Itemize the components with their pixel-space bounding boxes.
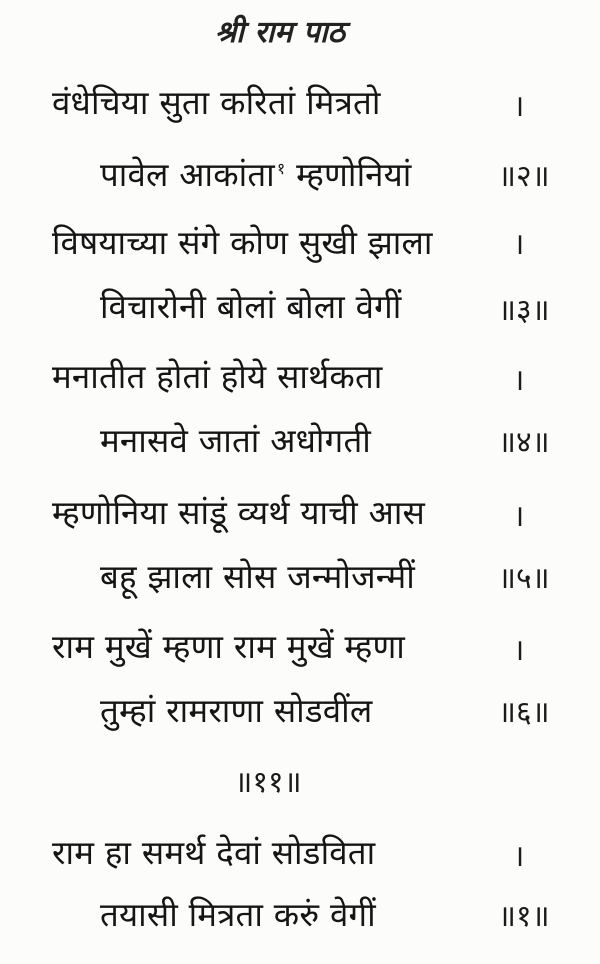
stanza-2-danda: । [513,227,525,262]
stanza-2-line-2: विचारोनी बोलां बोला वेगीं [100,287,402,326]
stanza-5-line-1: राम मुखें म्हणा राम मुखें म्हणा [52,627,406,666]
stanza-4-line-1: म्हणोनिया सांडूं व्यर्थ याची आस [52,493,426,532]
stanza-1-line-1: वंधेचिया सुता करितां मित्रतो [52,83,381,122]
footnote-ref: १ [276,159,286,178]
stanza-4-line-2: बहू झाला सोस जन्मोजन्मीं [100,557,415,596]
next-stanza-danda: । [513,839,525,874]
stanza-1-line-2 [100,155,412,194]
stanza-4-verse-number: ॥५॥ [498,561,550,596]
stanza-1-danda: । [513,89,525,124]
stanza-5-danda: । [513,633,525,668]
next-stanza-line-2: तयासी मित्रता करुं वेगीं [100,895,376,934]
page-title: श्री राम पाठ [214,15,346,50]
next-stanza-verse-number: ॥१॥ [498,899,550,934]
stanza-5-verse-number: ॥६॥ [498,695,550,730]
stanza-5-line-2: तुम्हां रामराणा सोडवींल [100,691,373,730]
stanza-4-danda: । [513,499,525,534]
next-stanza-line-1: राम हा समर्थ देवां सोडविता [52,833,376,872]
stanza-3-danda: । [513,363,525,398]
stanza-1-line-2-tail: म्हणोनियां [285,155,412,194]
stanza-2-verse-number: ॥३॥ [498,293,550,328]
stanza-3-line-1: मनातीत होतां होये सार्थकता [52,357,383,396]
stanza-3-line-2: मनासवे जातां अधोगती [100,421,372,460]
stanza-3-verse-number: ॥४॥ [498,425,550,460]
stanza-1-verse-number: ॥२॥ [498,159,550,194]
stanza-2-line-1: विषयाच्या संगे कोण सुखी झाला [52,223,433,262]
stanza-1-line-2-text: पावेल आकांता [100,155,275,194]
section-marker: ॥११॥ [234,765,302,800]
